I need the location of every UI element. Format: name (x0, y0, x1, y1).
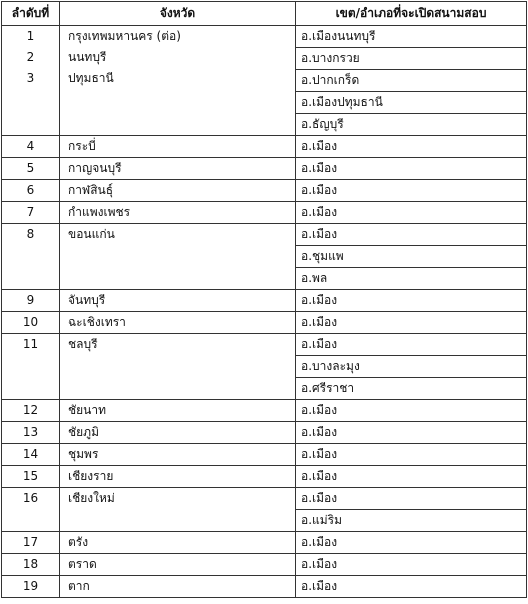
row-number-cell (2, 26, 60, 136)
district-cell: อ.เมือง (296, 312, 527, 334)
table-row (2, 532, 527, 554)
province-name: ชลบุรี (68, 337, 98, 351)
province-cell (60, 290, 296, 312)
header-no: ลำดับที่ (2, 2, 60, 26)
row-number-cell (2, 180, 60, 202)
row-number-cell (2, 488, 60, 532)
row-number-cell (2, 312, 60, 334)
district-cell: อ.เมือง (296, 180, 527, 202)
district-cell: อ.ปากเกร็ด (296, 70, 527, 92)
province-name: กรุงเทพมหานคร (ต่อ) (68, 29, 181, 43)
table-row (2, 312, 527, 334)
row-number-cell (2, 576, 60, 598)
row-number: 4 (26, 139, 35, 153)
province-name: ตาก (68, 579, 90, 593)
district-cell: อ.บางกรวย (296, 48, 527, 70)
district-cell: อ.บางละมุง (296, 356, 527, 378)
table-row (2, 444, 527, 466)
province-cell (60, 444, 296, 466)
province-name: กาฬสินธุ์ (68, 183, 114, 197)
district-cell: อ.เมือง (296, 554, 527, 576)
district-cell: อ.เมือง (296, 576, 527, 598)
province-cell (60, 422, 296, 444)
district-cell: อ.พล (296, 268, 527, 290)
province-cell (60, 136, 296, 158)
row-number: 10 (22, 315, 39, 329)
row-number-cell (2, 202, 60, 224)
district-cell: อ.ศรีราชา (296, 378, 527, 400)
province-cell (60, 466, 296, 488)
district-cell: อ.เมือง (296, 488, 527, 510)
province-cell (60, 576, 296, 598)
row-number: 11 (22, 337, 39, 351)
district-cell: อ.ธัญบุรี (296, 114, 527, 136)
table-row (2, 224, 527, 246)
province-cell (60, 312, 296, 334)
row-number: 5 (26, 161, 35, 175)
row-number: 18 (22, 557, 39, 571)
row-number: 17 (22, 535, 39, 549)
header-province: จังหวัด (60, 2, 296, 26)
district-cell: อ.แม่ริม (296, 510, 527, 532)
district-cell: อ.เมือง (296, 400, 527, 422)
province-name: เชียงใหม่ (68, 491, 115, 505)
province-name: จันทบุรี (68, 293, 106, 307)
header-districts: เขต/อำเภอที่จะเปิดสนามสอบ (296, 2, 527, 26)
province-name: ตราด (68, 557, 97, 571)
province-name: ชัยนาท (68, 403, 107, 417)
district-cell: อ.เมือง (296, 202, 527, 224)
table-row (2, 334, 527, 356)
row-number-cell (2, 136, 60, 158)
district-cell: อ.เมืองปทุมธานี (296, 92, 527, 114)
province-name: นนทบุรี (68, 50, 107, 64)
row-number-cell (2, 334, 60, 400)
table-body (2, 26, 527, 598)
district-cell: อ.เมือง (296, 444, 527, 466)
row-number: 19 (22, 579, 39, 593)
province-name: ฉะเชิงเทรา (68, 315, 126, 329)
district-cell: อ.เมือง (296, 224, 527, 246)
table-row (2, 158, 527, 180)
province-cell (60, 26, 296, 136)
province-cell (60, 202, 296, 224)
district-cell: อ.เมือง (296, 136, 527, 158)
table-row (2, 554, 527, 576)
district-cell: อ.เมือง (296, 422, 527, 444)
table-row (2, 466, 527, 488)
row-number-cell (2, 422, 60, 444)
row-number: 3 (26, 71, 35, 85)
province-name: ตรัง (68, 535, 89, 549)
province-name: ชุมพร (68, 447, 99, 461)
row-number-cell (2, 158, 60, 180)
province-name: กาญจนบุรี (68, 161, 122, 175)
row-number-cell (2, 290, 60, 312)
table-row (2, 202, 527, 224)
row-number: 2 (26, 50, 35, 64)
province-name: ขอนแก่น (68, 227, 115, 241)
province-cell (60, 224, 296, 290)
row-number: 8 (26, 227, 35, 241)
province-cell (60, 334, 296, 400)
row-number: 1 (26, 29, 35, 43)
row-number: 7 (26, 205, 35, 219)
province-cell (60, 554, 296, 576)
province-name: ปทุมธานี (68, 71, 114, 85)
province-cell (60, 180, 296, 202)
district-cell: อ.เมืองนนทบุรี (296, 26, 527, 48)
district-cell: อ.เมือง (296, 158, 527, 180)
district-cell: อ.เมือง (296, 466, 527, 488)
row-number-cell (2, 532, 60, 554)
row-number: 9 (26, 293, 35, 307)
header-row (2, 2, 527, 26)
row-number: 16 (22, 491, 39, 505)
province-name: กระบี่ (68, 139, 96, 153)
province-name: ชัยภูมิ (68, 425, 99, 439)
row-number: 12 (22, 403, 39, 417)
district-cell: อ.เมือง (296, 532, 527, 554)
row-number: 13 (22, 425, 39, 439)
table-row (2, 488, 527, 510)
table-row (2, 422, 527, 444)
row-number-cell (2, 224, 60, 290)
table-row (2, 576, 527, 598)
province-cell (60, 532, 296, 554)
province-cell (60, 488, 296, 532)
exam-venue-table (1, 1, 527, 598)
district-cell: อ.เมือง (296, 334, 527, 356)
table-row (2, 26, 527, 48)
table-row (2, 180, 527, 202)
row-number: 14 (22, 447, 39, 461)
province-name: กำแพงเพชร (68, 205, 131, 219)
row-number: 15 (22, 469, 39, 483)
table-row (2, 290, 527, 312)
province-cell (60, 400, 296, 422)
table-row (2, 136, 527, 158)
row-number-cell (2, 400, 60, 422)
table-row (2, 400, 527, 422)
province-name: เชียงราย (68, 469, 114, 483)
district-cell: อ.ชุมแพ (296, 246, 527, 268)
province-cell (60, 158, 296, 180)
row-number-cell (2, 554, 60, 576)
row-number: 6 (26, 183, 35, 197)
row-number-cell (2, 466, 60, 488)
district-cell: อ.เมือง (296, 290, 527, 312)
row-number-cell (2, 444, 60, 466)
